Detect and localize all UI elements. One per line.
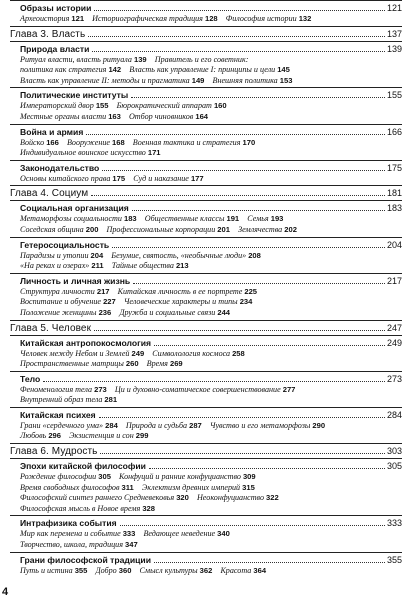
section-heading [10, 90, 402, 101]
subtopic-page: 142 [108, 65, 122, 75]
subtopic-page: 121 [71, 14, 85, 23]
dot-leader [100, 453, 385, 454]
subtopic-page: 132 [298, 14, 312, 23]
dot-leader [112, 247, 385, 248]
subtopic-page: 163 [108, 111, 121, 121]
subtopic-title: Смысл культуры [139, 565, 198, 575]
subtopic-page: 170 [242, 137, 256, 147]
subtopic-page: 164 [195, 111, 209, 121]
subtopic-page: 258 [232, 348, 245, 358]
subtopic-title: Феноменология тела [20, 384, 93, 394]
chapter-block [10, 26, 402, 41]
subtopic-title: Китайская личность в ее портрете [117, 286, 243, 296]
subtopic-title: Власть как управление I: принципы и цели [129, 65, 276, 75]
subtopic-title: Время [146, 359, 168, 369]
subtopic-page: 160 [213, 101, 227, 111]
subtopic-title: Вооружение [66, 137, 110, 147]
section-block [10, 458, 402, 515]
subtopic-title: Мир как перемена и событие [20, 529, 121, 539]
section-heading [10, 3, 402, 14]
subtopic-title: Отбор чиновников [128, 111, 194, 121]
subtopic-page: 177 [190, 173, 204, 183]
section-block [10, 552, 402, 578]
subtopic-title: Природа и судьба [125, 420, 188, 430]
chapter-heading [10, 188, 402, 199]
subtopic-title: Основы китайского права [20, 173, 111, 183]
subtopic-title: Общественные классы [144, 214, 225, 224]
section-title: Интрафизика события [20, 518, 117, 529]
subtopic-page: 166 [46, 137, 59, 147]
section-block [10, 124, 402, 160]
subtopic-title: Семья [247, 214, 269, 224]
section-title: Законодательство [20, 162, 100, 173]
subtopic-page: 347 [125, 540, 138, 550]
section-heading [10, 240, 402, 251]
section-page: 217 [386, 275, 402, 286]
subtopic-page: 200 [85, 224, 99, 234]
subtopic-page: 355 [74, 565, 88, 575]
dot-leader [91, 195, 385, 196]
section-page: 273 [386, 373, 402, 384]
section-page: 121 [386, 3, 402, 13]
subtopic-title: Воспитание и обучение [20, 297, 102, 307]
subtopic-line [10, 251, 402, 262]
chapter-heading [10, 446, 402, 457]
subtopic-page: 155 [95, 101, 109, 111]
subtopic-line [10, 174, 402, 185]
dot-leader [94, 10, 385, 11]
chapter-title: Глава 5. Человек [10, 322, 92, 334]
subtopic-title: Философский синтез раннего Средневековья [20, 493, 175, 503]
subtopic-title: Время свободных философов [20, 482, 120, 492]
subtopic-title: Ведающее неведение [143, 529, 216, 539]
dot-leader [133, 283, 385, 284]
section-page: 175 [386, 162, 402, 173]
subtopic-title: политика как стратегия [20, 65, 107, 75]
section-title: Китайская психея [20, 409, 96, 420]
section-title: Личность и личная жизнь [20, 275, 131, 286]
subtopic-line [10, 483, 402, 494]
section-heading [10, 338, 402, 349]
subtopic-page: 208 [248, 250, 261, 260]
section-heading [10, 203, 402, 214]
subtopic-page: 305 [98, 472, 111, 482]
subtopic-line [10, 395, 402, 406]
chapter-title: Глава 4. Социум [10, 188, 89, 200]
subtopic-page: 284 [105, 420, 118, 430]
section-block [10, 515, 402, 551]
subtopic-page: 328 [142, 503, 155, 513]
subtopic-title: Землячества [238, 224, 283, 234]
subtopic-line [10, 421, 402, 432]
section-heading [10, 374, 402, 385]
subtopic-title: Философская мысль в Новое время [20, 503, 141, 513]
subtopic-page: 269 [169, 359, 183, 369]
subtopic-line [10, 359, 402, 370]
subtopic-title: Метаморфозы социальности [20, 214, 122, 224]
subtopic-title: Военная тактика и стратегия [132, 137, 241, 147]
subtopic-line [10, 225, 402, 236]
subtopic-title: Войско [20, 137, 45, 147]
subtopic-line [10, 529, 402, 540]
dot-leader [154, 562, 385, 563]
subtopic-page: 145 [277, 65, 290, 75]
chapter-block [10, 320, 402, 335]
subtopic-page: 227 [103, 297, 116, 307]
subtopic-title: Местные органы власти [20, 111, 107, 121]
dot-leader [43, 381, 385, 382]
subtopic-page: 309 [242, 472, 256, 482]
chapter-page: 247 [386, 322, 402, 333]
subtopic-line [10, 14, 402, 25]
section-heading [10, 127, 402, 138]
section-heading [10, 410, 402, 421]
subtopic-line [10, 287, 402, 298]
section-block [10, 41, 402, 88]
subtopic-title: Неоконфуцианство [196, 493, 264, 503]
subtopic-page: 211 [91, 261, 104, 271]
section-title: Гетеросоциальность [20, 239, 110, 250]
section-page: 305 [386, 461, 402, 472]
section-title: Грани философской традиции [20, 554, 151, 565]
subtopic-page: 340 [217, 529, 230, 539]
subtopic-line [10, 148, 402, 159]
subtopic-page: 290 [312, 420, 326, 430]
section-title: Социальная организация [20, 203, 129, 214]
section-block [10, 237, 402, 273]
subtopic-title: Пространственные матрицы [20, 359, 124, 369]
subtopic-title: Историографическая традиция [92, 14, 203, 23]
subtopic-title: Добро [95, 565, 117, 575]
subtopic-page: 311 [121, 482, 134, 492]
chapter-page: 303 [386, 446, 402, 457]
subtopic-page: 213 [175, 261, 189, 271]
section-heading [10, 163, 402, 174]
chapter-title: Глава 6. Мудрость [10, 446, 98, 458]
subtopic-title: Рождение философии [20, 472, 97, 482]
subtopic-title: Бюрократический аппарат [116, 101, 212, 111]
section-block [10, 200, 402, 236]
chapter-page: 137 [386, 28, 402, 39]
subtopic-page: 202 [284, 224, 297, 234]
subtopic-page: 244 [217, 307, 231, 317]
subtopic-line [10, 214, 402, 225]
dot-leader [131, 97, 385, 98]
dot-leader [99, 417, 385, 418]
section-page: 166 [386, 126, 402, 137]
subtopic-title: Ци и духовно-соматическое совершенствование [114, 384, 281, 394]
subtopic-line [10, 138, 402, 149]
subtopic-page: 234 [239, 297, 253, 307]
section-page: 249 [386, 337, 402, 348]
section-heading [10, 518, 402, 529]
subtopic-page: 149 [191, 75, 205, 85]
section-block [10, 87, 402, 123]
section-block [10, 160, 402, 186]
subtopic-line [10, 504, 402, 515]
subtopic-line [10, 431, 402, 442]
subtopic-title: Безумие, святость, «необычные люди» [111, 250, 247, 260]
subtopic-line [10, 261, 402, 272]
subtopic-title: Чувство и его метаморфозы [209, 420, 311, 430]
subtopic-page: 201 [217, 224, 230, 234]
subtopic-title: Тайные общества [111, 261, 174, 271]
dot-leader [86, 134, 385, 135]
subtopic-page: 193 [270, 214, 284, 224]
subtopic-page: 281 [104, 395, 118, 405]
subtopic-page: 204 [90, 250, 104, 260]
subtopic-page: 299 [135, 431, 149, 441]
subtopic-title: Индивидуальное воинское искусство [20, 148, 146, 158]
subtopic-page: 333 [122, 529, 136, 539]
subtopic-title: Красота [220, 565, 252, 575]
section-heading [10, 44, 402, 55]
subtopic-page: 296 [48, 431, 61, 441]
dot-leader [149, 468, 385, 469]
subtopic-line [10, 349, 402, 360]
subtopic-title: Структура личности [20, 286, 95, 296]
subtopic-title: Власть как управление II: методы и прагматика [20, 75, 190, 85]
dot-leader [94, 330, 385, 331]
subtopic-title: Императорский двор [20, 101, 94, 111]
subtopic-line [10, 76, 402, 87]
section-page: 155 [386, 90, 402, 101]
subtopic-page: 191 [226, 214, 240, 224]
section-block [10, 273, 402, 320]
table-of-contents [10, 0, 402, 577]
subtopic-page: 260 [125, 359, 139, 369]
dot-leader [102, 170, 385, 171]
section-page: 139 [386, 43, 402, 54]
dot-leader [92, 51, 385, 52]
subtopic-line [10, 55, 402, 66]
section-page: 333 [386, 518, 402, 529]
subtopic-title: Эклектизм древних империй [141, 482, 241, 492]
section-title: Природа власти [20, 43, 90, 54]
dot-leader [132, 210, 385, 211]
subtopic-page: 360 [118, 565, 132, 575]
subtopic-line [10, 101, 402, 112]
subtopic-title: Дружба и социальные связи [119, 307, 216, 317]
dot-leader [120, 525, 385, 526]
chapter-heading [10, 29, 402, 40]
subtopic-title: Ритуал власти, власть ритуала [20, 54, 132, 64]
subtopic-title: Конфуций и ранние конфуцианство [119, 472, 241, 482]
subtopic-title: Грани «сердечного ума» [20, 420, 104, 430]
section-page: 183 [386, 203, 402, 214]
section-page: 355 [386, 554, 402, 565]
section-page: 284 [386, 409, 402, 420]
subtopic-page: 217 [96, 286, 110, 296]
page-number: 4 [2, 586, 9, 598]
subtopic-page: 322 [266, 493, 279, 503]
subtopic-page: 139 [133, 54, 147, 64]
section-page: 204 [386, 239, 402, 250]
subtopic-page: 249 [131, 348, 145, 358]
subtopic-title: Профессиональные корпорации [106, 224, 216, 234]
section-heading [10, 555, 402, 566]
section-block [10, 407, 402, 443]
subtopic-page: 364 [253, 565, 267, 575]
subtopic-page: 236 [98, 307, 112, 317]
subtopic-line [10, 112, 402, 123]
subtopic-page: 128 [204, 14, 218, 23]
chapter-block [10, 443, 402, 458]
subtopic-page: 171 [147, 148, 161, 158]
subtopic-title: Положение женщины [20, 307, 97, 317]
subtopic-page: 175 [112, 173, 126, 183]
subtopic-title: Символология космоса [152, 348, 231, 358]
section-block [10, 0, 402, 26]
subtopic-title: Творчество, школа, традиция [20, 540, 123, 550]
subtopic-line [10, 297, 402, 308]
subtopic-title: Внутренний образ тела [20, 395, 103, 405]
section-heading [10, 276, 402, 287]
chapter-title: Глава 3. Власть [10, 28, 86, 40]
chapter-page: 181 [386, 188, 402, 199]
section-heading [10, 461, 402, 472]
subtopic-page: 168 [112, 137, 125, 147]
subtopic-line [10, 472, 402, 483]
subtopic-title: Человек между Небом и Землей [20, 348, 130, 358]
subtopic-line [10, 566, 402, 577]
subtopic-page: 287 [189, 420, 202, 430]
subtopic-page: 153 [279, 75, 293, 85]
subtopic-title: Правитель и его советник: [154, 54, 249, 64]
subtopic-title: Путь и истина [20, 565, 73, 575]
subtopic-title: Любовь [20, 431, 47, 441]
section-title: Китайская антропокосмология [20, 337, 152, 348]
subtopic-page: 320 [176, 493, 189, 503]
section-block [10, 371, 402, 407]
subtopic-page: 315 [242, 482, 255, 492]
section-title: Образы истории [20, 3, 92, 13]
dot-leader [154, 345, 385, 346]
subtopic-page: 225 [244, 286, 258, 296]
subtopic-page: 183 [123, 214, 137, 224]
dot-leader [88, 36, 385, 37]
subtopic-page: 277 [282, 384, 296, 394]
subtopic-page: 273 [94, 384, 107, 394]
subtopic-line [10, 385, 402, 396]
subtopic-title: Человеческие характеры и типы [123, 297, 238, 307]
subtopic-page: 362 [199, 565, 213, 575]
section-title: Эпохи китайской философии [20, 461, 146, 472]
section-block [10, 335, 402, 371]
chapter-heading [10, 323, 402, 334]
subtopic-title: «На реках и озерах» [20, 261, 90, 271]
subtopic-title: Парадизы и утопии [20, 250, 89, 260]
subtopic-line [10, 540, 402, 551]
section-title: Политические институты [20, 90, 129, 101]
subtopic-title: Внешняя политика [212, 75, 278, 85]
subtopic-title: Философия истории [225, 14, 297, 23]
subtopic-line [10, 308, 402, 319]
subtopic-title: Археоистория [20, 14, 70, 23]
subtopic-title: Экзистенция и сон [69, 431, 134, 441]
section-title: Война и армия [20, 126, 84, 137]
section-title: Тело [20, 373, 41, 384]
subtopic-line [10, 493, 402, 504]
subtopic-title: Суд и наказание [133, 173, 189, 183]
subtopic-title: Соседская община [20, 224, 84, 234]
chapter-block [10, 185, 402, 200]
subtopic-line [10, 65, 402, 76]
